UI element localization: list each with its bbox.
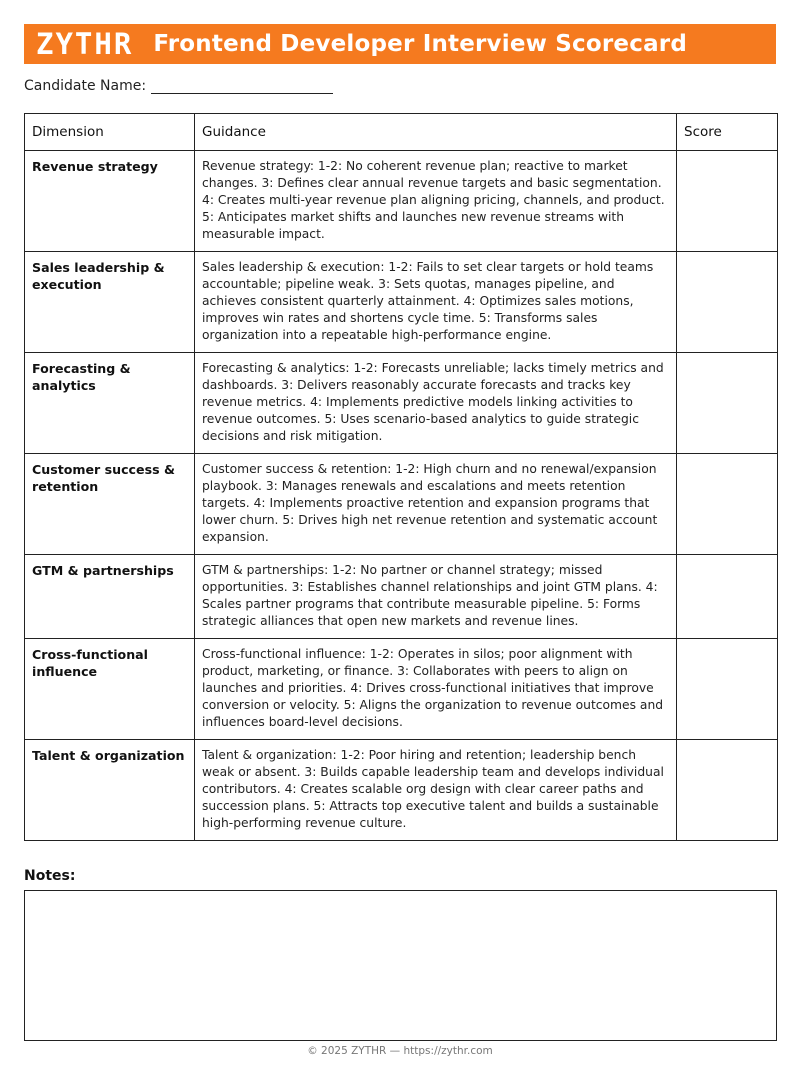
candidate-name-field[interactable] xyxy=(151,79,333,94)
score-cell[interactable] xyxy=(677,252,778,353)
table-header-row xyxy=(25,114,778,151)
notes-label: Notes: xyxy=(24,868,76,884)
guidance-cell: Cross-functional influence: 1-2: Operates in silos; poor alignment with product, marketing, or finance. 3: Collaborates with peers to align on launches and priorities. 4: Drives cross-functional initiatives that improve conversion or velocity. 5: Aligns the organization to revenue outcomes and influences board-level decisions. xyxy=(195,639,677,740)
score-cell[interactable] xyxy=(677,555,778,639)
guidance-cell: Forecasting & analytics: 1-2: Forecasts unreliable; lacks timely metrics and dashboards. 3: Delivers reasonably accurate forecasts and tracks key revenue metrics. 4: Implements predictive models linking activities to revenue outcomes. 5: Uses scenario-based analytics to guide strategic decisions and risk mitigation. xyxy=(195,353,677,454)
guidance-cell: Customer success & retention: 1-2: High churn and no renewal/expansion playbook. 3: Manages renewals and escalations and meets retention targets. 4: Implements proactive retention and expansion programs that lower churn. 5: Drives high net revenue retention and systematic account expansion. xyxy=(195,454,677,555)
guidance-cell: Talent & organization: 1-2: Poor hiring and retention; leadership bench weak or absent. 3: Builds capable leadership team and develops individual contributors. 4: Creates scalable org design with clear career paths and succession plans. 5: Attracts top executive talent and builds a sustainable high-performing revenue culture. xyxy=(195,740,677,841)
score-cell[interactable] xyxy=(677,353,778,454)
candidate-name-row xyxy=(24,78,333,94)
table-row xyxy=(25,555,778,639)
table-row xyxy=(25,353,778,454)
page-title: Frontend Developer Interview Scorecard xyxy=(153,31,687,57)
column-header-guidance: Guidance xyxy=(195,114,677,151)
column-header-score: Score xyxy=(677,114,778,151)
table-row xyxy=(25,151,778,252)
guidance-cell: Revenue strategy: 1-2: No coherent revenue plan; reactive to market changes. 3: Defines clear annual revenue targets and basic segmentation. 4: Creates multi-year revenue plan aligning pricing, channels, and product. 5: Anticipates market shifts and launches new revenue streams with measurable impact. xyxy=(195,151,677,252)
score-cell[interactable] xyxy=(677,740,778,841)
footer-copyright: © 2025 ZYTHR — https://zythr.com xyxy=(307,1045,493,1057)
table-row xyxy=(25,252,778,353)
column-header-dimension: Dimension xyxy=(25,114,195,151)
dimension-cell: Cross-functional influence xyxy=(25,639,195,740)
score-cell[interactable] xyxy=(677,151,778,252)
score-cell[interactable] xyxy=(677,454,778,555)
scorecard-table xyxy=(24,113,778,841)
dimension-cell: Sales leadership & execution xyxy=(25,252,195,353)
zythr-logo: ZYTHR xyxy=(36,27,134,61)
table-row xyxy=(25,740,778,841)
dimension-cell: GTM & partnerships xyxy=(25,555,195,639)
candidate-name-label: Candidate Name: xyxy=(24,78,147,94)
dimension-cell: Customer success & retention xyxy=(25,454,195,555)
dimension-cell: Forecasting & analytics xyxy=(25,353,195,454)
guidance-cell: GTM & partnerships: 1-2: No partner or channel strategy; missed opportunities. 3: Establishes channel relationships and joint GTM plans. 4: Scales partner programs that contribute measurable pipeline. 5: Forms strategic alliances that open new markets and revenue lines. xyxy=(195,555,677,639)
table-row xyxy=(25,639,778,740)
score-cell[interactable] xyxy=(677,639,778,740)
notes-field[interactable] xyxy=(24,890,777,1041)
dimension-cell: Talent & organization xyxy=(25,740,195,841)
table-row xyxy=(25,454,778,555)
dimension-cell: Revenue strategy xyxy=(25,151,195,252)
guidance-cell: Sales leadership & execution: 1-2: Fails to set clear targets or hold teams accountable; pipeline weak. 3: Sets quotas, manages pipeline, and achieves consistent quarterly attainment. 4: Optimizes sales motions, improves win rates and shortens cycle time. 5: Transforms sales organization into a repeatable high-performance engine. xyxy=(195,252,677,353)
header-banner xyxy=(24,24,776,64)
